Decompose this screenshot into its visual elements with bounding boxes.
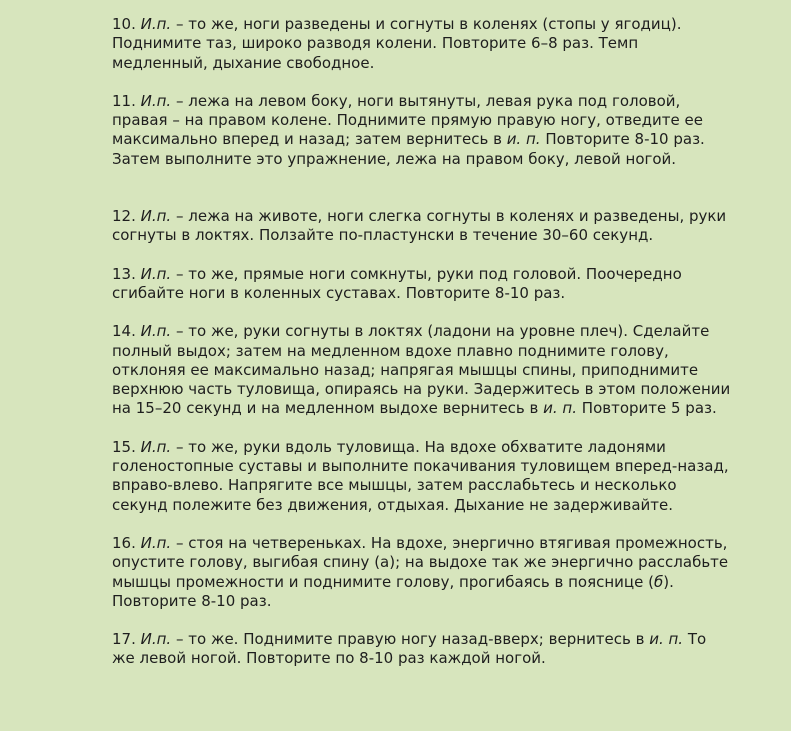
exercise-text: – то же, руки вдоль туловища. На вдохе обхватите ладонями голеностопные суставы и выполните покачивания туловищем вперед-назад, вправо-влево. Напрягите все мышцы, затем расслабьтесь и несколько секунд полежите без движения, отдыхая. Дыхание не задерживайте. — [112, 437, 729, 514]
initial-position-abbr: и. п. — [543, 399, 578, 418]
initial-position-abbr: и. п. — [649, 630, 684, 649]
initial-position-abbr: И.п. — [140, 322, 172, 341]
initial-position-abbr: и. п. — [506, 130, 541, 149]
exercise-number: 11. — [112, 91, 136, 110]
figure-letter: б — [654, 572, 664, 591]
exercise-text: – то же, прямые ноги сомкнуты, руки под головой. Поочередно сгибайте ноги в коленных суставах. Повторите 8-10 раз. — [112, 264, 682, 302]
exercise-text: То же левой ногой. Повторите по 8-10 раз каждой ногой. — [112, 630, 707, 668]
exercise-number: 12. — [112, 207, 136, 226]
exercise-text: Повторите 8-10 раз. Затем выполните это упражнение, лежа на правом боку, левой ногой. — [112, 130, 705, 168]
initial-position-abbr: И.п. — [140, 264, 172, 283]
exercise-text: – то же, ноги разведены и согнуты в коленях (стопы у ягодиц). Поднимите таз, широко разводя колени. Повторите 6–8 раз. Темп медленный, дыхание свободное. — [112, 15, 682, 72]
initial-position-abbr: И.п. — [140, 91, 172, 110]
exercise-12 — [112, 207, 731, 246]
exercise-number: 16. — [112, 533, 136, 552]
exercise-17 — [112, 630, 731, 669]
exercise-text: – лежа на животе, ноги слегка согнуты в коленях и разведены, руки согнуты в локтях. Ползайте по-пластунски в течение 30–60 секунд. — [112, 207, 727, 245]
exercise-number: 14. — [112, 322, 136, 341]
exercise-14 — [112, 322, 731, 418]
exercise-text: ). Повторите 8-10 раз. — [112, 572, 674, 610]
exercise-15 — [112, 438, 731, 515]
exercise-text: – лежа на левом боку, ноги вытянуты, левая рука под головой, правая – на правом колене. Поднимите прямую правую ногу, отведите ее максимально вперед и назад; затем вернитесь в — [112, 91, 703, 149]
exercise-text: – то же, руки согнуты в локтях (ладони на уровне плеч). Сделайте полный выдох; затем на медленном вдохе плавно поднимите голову, отклоняя ее максимально назад; напрягая мышцы спины, приподнимите верхнюю часть туловища, опираясь на руки. Задержитесь в этом положении на 15–20 секунд и на медленном выдохе вернитесь в — [112, 322, 731, 418]
initial-position-abbr: И.п. — [140, 437, 172, 456]
exercise-11 — [112, 92, 731, 169]
exercise-16 — [112, 534, 731, 611]
exercise-number: 10. — [112, 15, 136, 33]
exercise-number: 13. — [112, 264, 136, 283]
exercise-text: Повторите 5 раз. — [577, 399, 717, 418]
initial-position-abbr: И.п. — [140, 207, 172, 226]
exercise-text: – стоя на четвереньках. На вдохе, энергично втягивая промежность, опустите голову, выгибая спину (а); на выдохе так же энергично расслабьте мышцы промежности и поднимите голову, прогибаясь в пояснице ( — [112, 533, 729, 591]
initial-position-abbr: И.п. — [140, 533, 172, 552]
exercise-13 — [112, 265, 731, 304]
exercise-text: – то же. Поднимите правую ногу назад-вверх; вернитесь в — [171, 630, 650, 649]
initial-position-abbr: И.п. — [140, 15, 172, 33]
exercise-number: 17. — [112, 630, 136, 649]
exercise-number: 15. — [112, 437, 136, 456]
exercise-10 — [112, 15, 731, 73]
initial-position-abbr: И.п. — [140, 630, 172, 649]
